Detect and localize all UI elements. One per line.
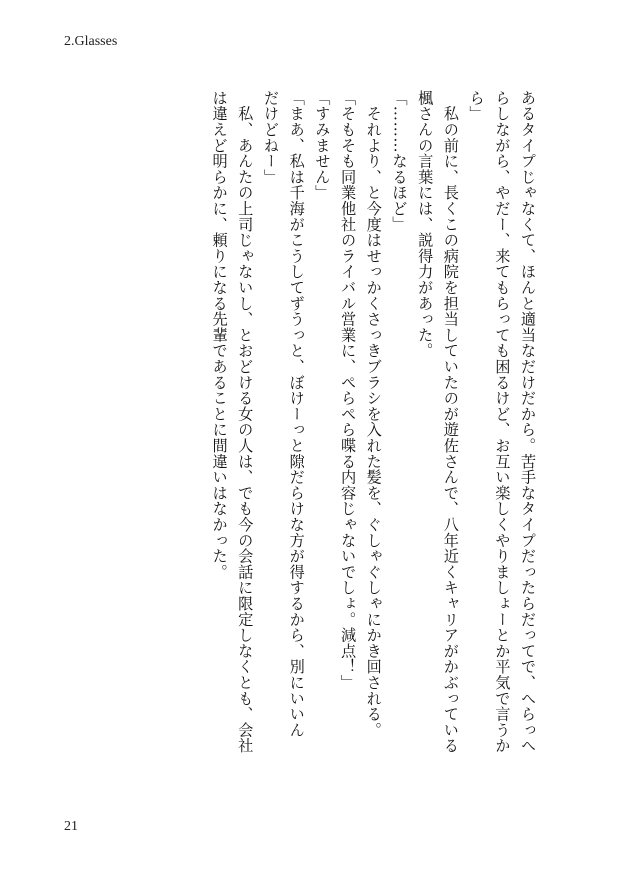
- text-line: 私の前に、長くこの病院を担当していたのが遊佐さんで、八年近くキャリアがかぶっている: [441, 90, 460, 754]
- text-line: らしながら、やだー、来てもらっても困るけど、お互い楽しくやりましょーとか平気で言うか: [493, 90, 512, 754]
- vertical-body-text: [170, 90, 540, 810]
- running-header: 2.Glasses: [64, 34, 118, 49]
- text-line: は違えど明らかに、頼りになる先輩であることに間違いはなかった。: [210, 90, 229, 580]
- text-line: 「すみません」: [313, 90, 332, 201]
- text-line: 「………なるほど」: [390, 90, 409, 233]
- page-number: 21: [64, 819, 78, 834]
- text-line: 「そもそも同業他社のライバル営業に、ぺらぺら喋る内容じゃないでしょ。減点！」: [339, 90, 358, 691]
- text-line: 楓さんの言葉には、説得力があった。: [416, 90, 435, 359]
- text-line: それより、と今度はせっかくさっきブラシを入れた髪を、ぐしゃぐしゃにかき回される。: [364, 90, 383, 738]
- text-line: 私、あんたの上司じゃないし、とおどける女の人は、でも今の会話に限定しなくとも、会社: [236, 90, 255, 754]
- text-line: 「まあ、私は千海がこうしてずうっと、ぼけーっと隙だらけな方が得するから、別にいいん: [287, 90, 306, 738]
- text-line: ら」: [467, 90, 486, 122]
- text-line: あるタイプじゃなくて、ほんと適当なだけだから。苦手なタイプだったらだってで、へらっへ: [519, 90, 537, 754]
- text-line: だけどねー」: [261, 90, 280, 185]
